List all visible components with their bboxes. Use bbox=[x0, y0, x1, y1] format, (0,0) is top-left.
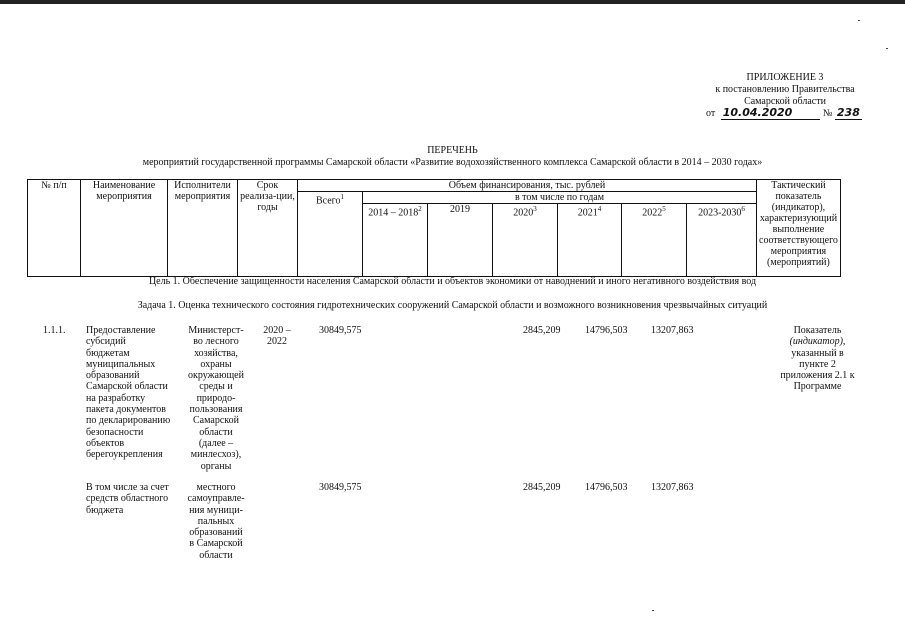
row1-total: 30849,575 bbox=[319, 325, 362, 336]
annex-region: Самарской области bbox=[744, 96, 826, 107]
number-prefix: № bbox=[822, 108, 833, 119]
header-table bbox=[27, 179, 841, 277]
row1-name: Предоставление субсидий бюджетам муниципальных образований Самарской области на разработку пакета документов по декларированию безопасности объектов берегоукрепления bbox=[86, 325, 171, 461]
header-exec: Исполнители мероприятия bbox=[168, 180, 238, 277]
handwritten-date: 10.04.2020 bbox=[721, 106, 821, 120]
row1-2021: 14796,503 bbox=[585, 325, 628, 336]
row1-2022: 13207,863 bbox=[651, 325, 694, 336]
task-line: Задача 1. Оценка технического состояния гидротехнических сооружений Самарской области и возможного возникновения чрезвычайных ситуаций bbox=[137, 300, 768, 311]
header-year-2019: 2019 bbox=[428, 204, 493, 277]
scan-speck bbox=[652, 610, 654, 611]
handwritten-number: 238 bbox=[836, 106, 860, 119]
annex-ref: к постановлению Правительства bbox=[715, 84, 855, 95]
header-volume: Объем финансирования, тыс. рублей bbox=[298, 180, 757, 192]
document-title: ПЕРЕЧЕНЬ bbox=[427, 145, 478, 156]
header-by-years: в том числе по годам bbox=[363, 192, 757, 204]
header-term: Срок реализа-ции, годы bbox=[238, 180, 298, 277]
scan-speck bbox=[886, 48, 888, 49]
header-num: № п/п bbox=[28, 180, 81, 277]
row2-name: В том числе за счет средств областного бюджета bbox=[86, 482, 169, 516]
header-year-2022: 2022$^5$ bbox=[622, 204, 687, 277]
row1-executors: Министерст- во лесного хозяйства, охраны окружающей среды и природо- пользования Самарской области (далее – минлесхоз), органы bbox=[188, 325, 244, 472]
scan-speck bbox=[858, 20, 860, 21]
row2-2021: 14796,503 bbox=[585, 482, 628, 493]
row1-number: 1.1.1. bbox=[43, 325, 66, 336]
goal-line: Цель 1. Обеспечение защищенности населения Самарской области и объектов экономики от наводнений и иного негативного воздействия вод bbox=[148, 276, 757, 287]
header-year-2023-2030: 2023-2030$^6$ bbox=[687, 204, 757, 277]
annex-title: ПРИЛОЖЕНИЕ 3 bbox=[746, 72, 824, 83]
header-indicator: Тактический показатель (индикатор), характеризующий выполнение соответствующего мероприятия (мероприятий) bbox=[757, 180, 841, 277]
header-year-2021: 2021$^4$ bbox=[558, 204, 622, 277]
header-total: Всего$^1$ bbox=[298, 192, 363, 277]
row1-2020: 2845,209 bbox=[523, 325, 561, 336]
row2-total: 30849,575 bbox=[319, 482, 362, 493]
top-border bbox=[0, 0, 905, 4]
annex-block bbox=[700, 72, 870, 108]
row2-2020: 2845,209 bbox=[523, 482, 561, 493]
document-subtitle: мероприятий государственной программы Самарской области «Развитие водохозяйственного комплекса Самарской области в 2014 – 2030 годах» bbox=[142, 157, 763, 168]
row2-2022: 13207,863 bbox=[651, 482, 694, 493]
header-year-2014-2018: 2014 – 2018$^2$ bbox=[363, 204, 428, 277]
row1-indicator: Показатель (индикатор), указанный в пункте 2 приложения 2.1 к Программе bbox=[780, 325, 855, 393]
header-name: Наименование мероприятия bbox=[81, 180, 168, 277]
annex-date-line bbox=[706, 106, 862, 119]
row1-term: 2020 – 2022 bbox=[263, 325, 291, 348]
row2-executors: местного самоуправле- ния муници- пальных образований в Самарской области bbox=[187, 482, 245, 561]
header-year-2020: 2020$^3$ bbox=[493, 204, 558, 277]
date-prefix: от bbox=[706, 108, 716, 119]
